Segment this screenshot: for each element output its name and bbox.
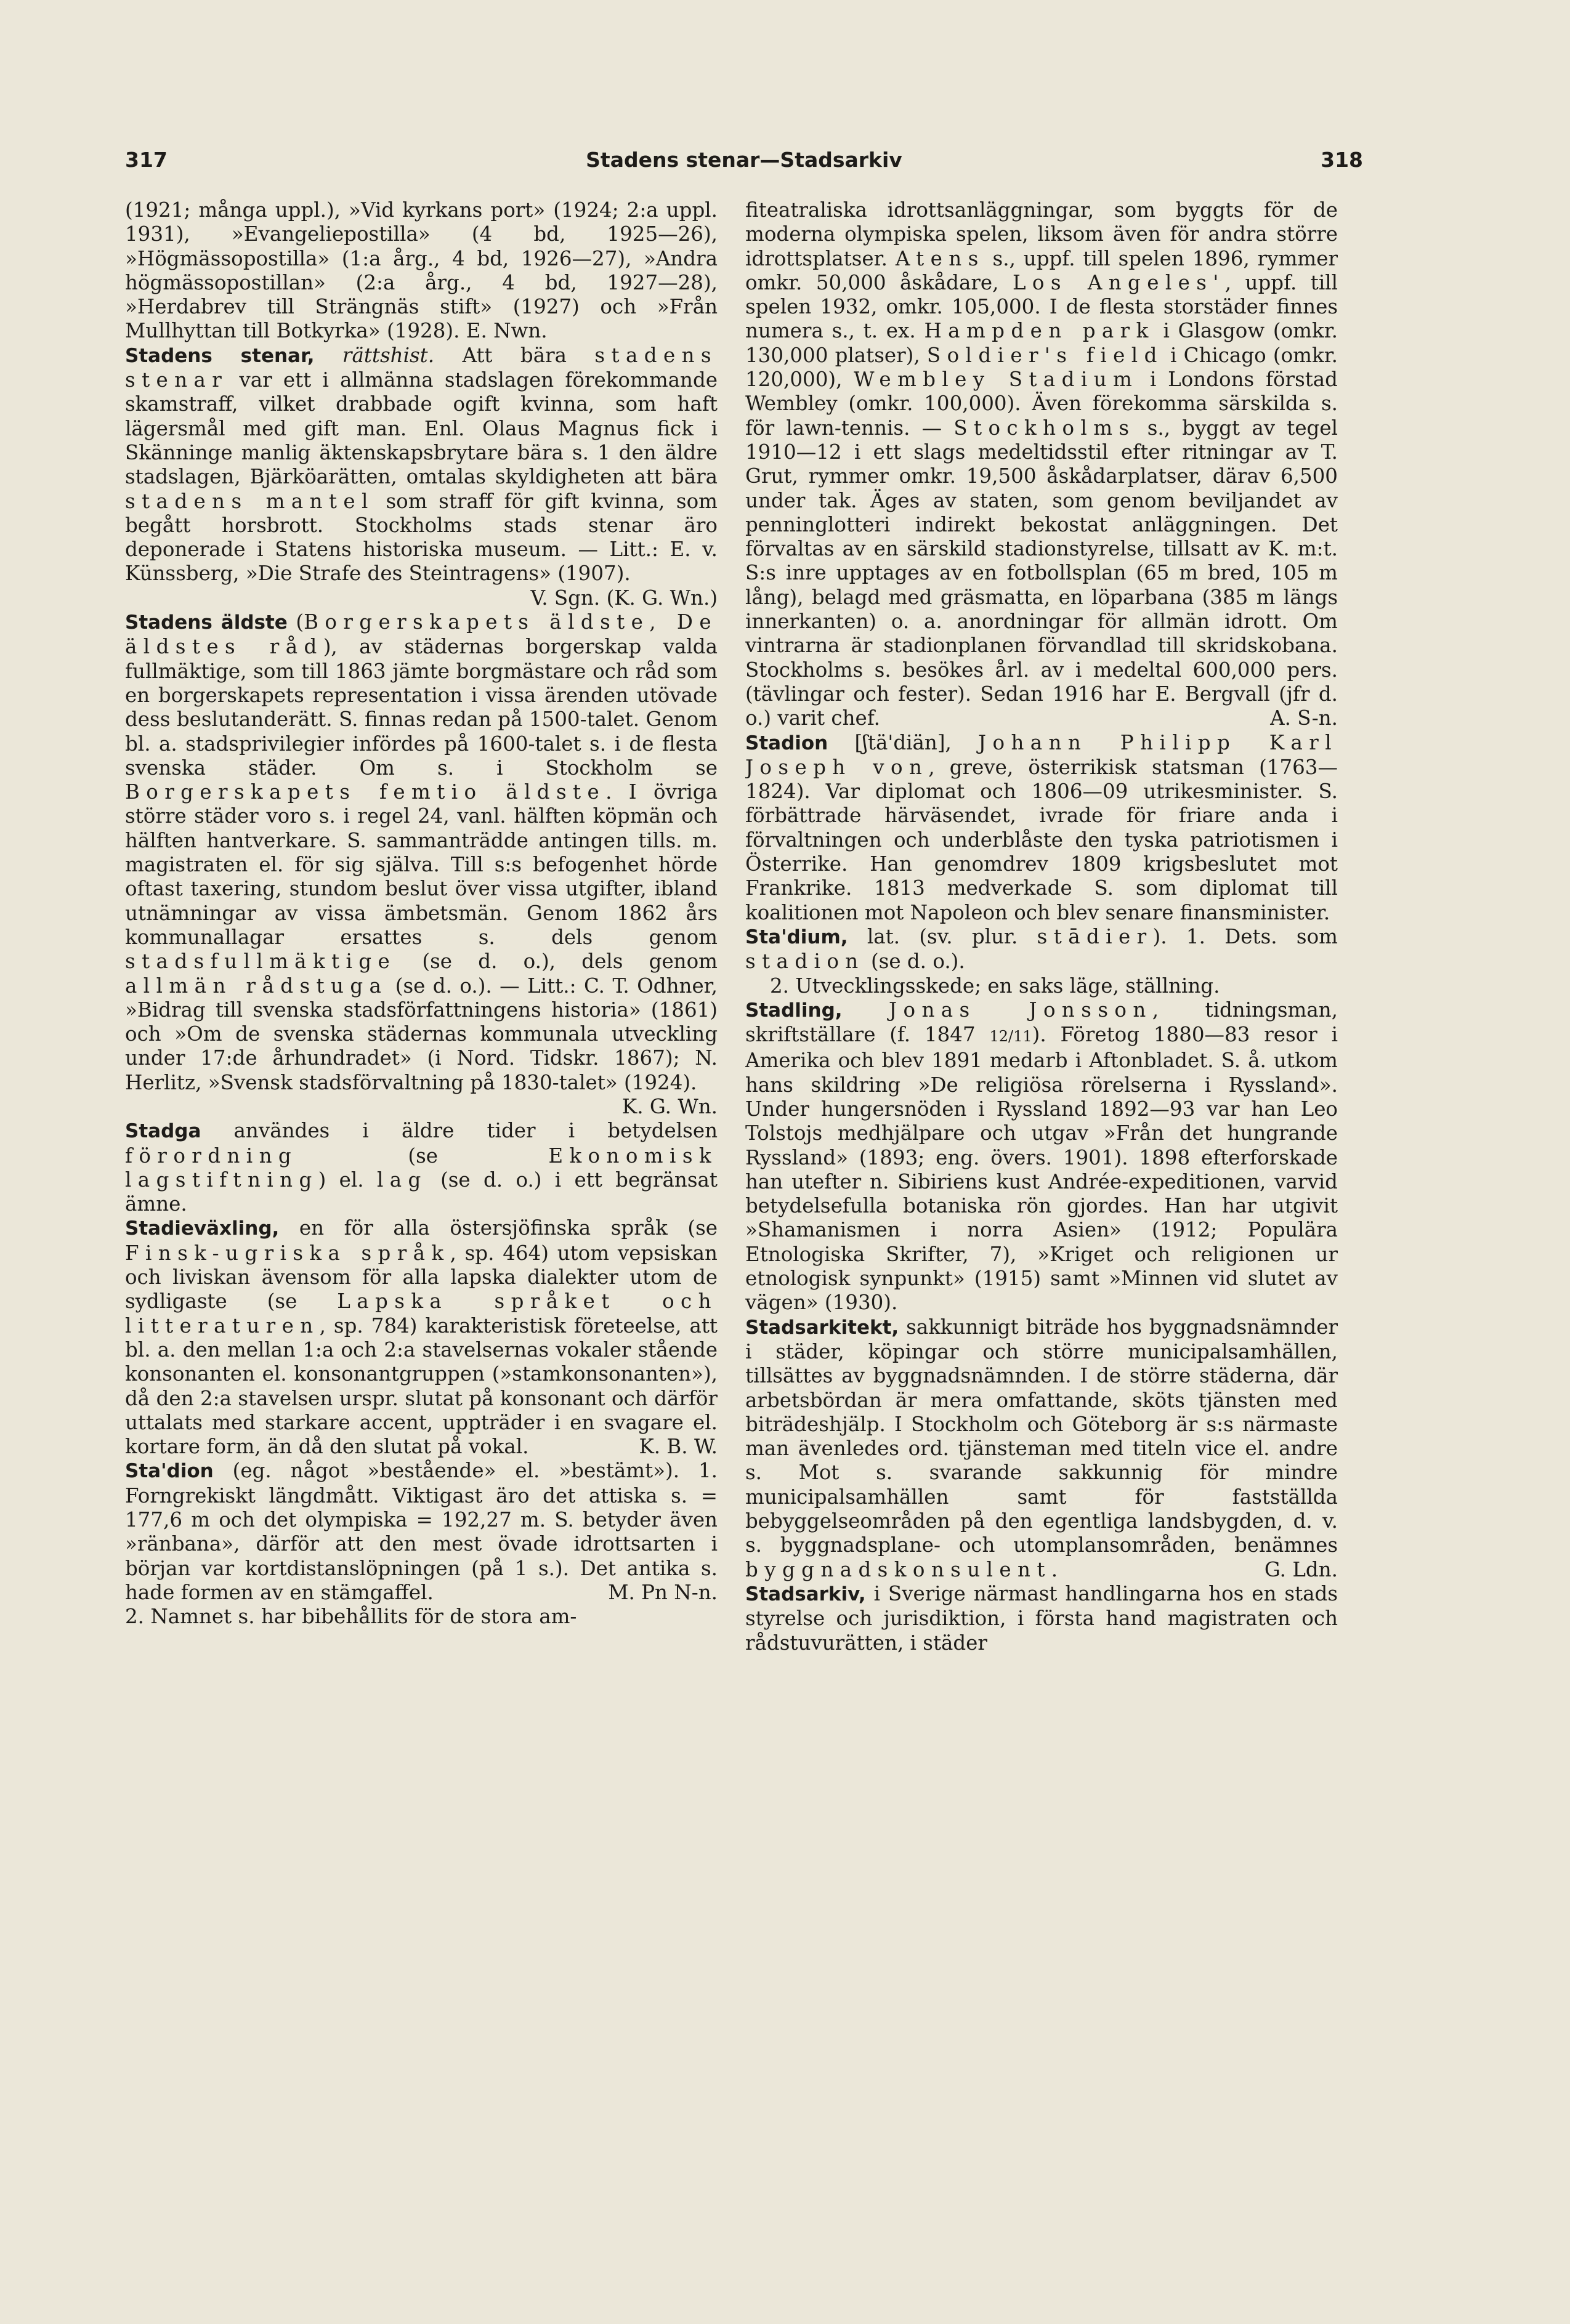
spaced-term: Lapska språket och litteraturen — [125, 1289, 718, 1338]
entry-text: , greve, österrikisk statsman (1763—1824). Var diplomat och 1806—09 utrikesminister. S. förbättrade härväsendet, ivrade för friare anda i förvaltningen och underblåste den tyska patriotismen i Österrike. Han genomdrev 1809 krigsbeslutet mot Frankrike. 1813 medverkade S. som diplomat till koalitionen mot Napoleon och blev senare finansminister. — [745, 755, 1338, 924]
spaced-term: stadens mantel — [125, 489, 374, 513]
page-number-right: 318 — [1321, 148, 1363, 172]
spaced-term: Jonas Jonsson — [889, 998, 1152, 1022]
entry-text: (eg. något »bestående» el. »bestämt»). 1. Forngrekiskt längdmått. Viktigast äro det attiska s. = 177,6 m och det olympiska = 192,27 m. S. betyder även »ränbana», därför att den mest övade idrottsarten i början var kortdistanslöpningen (på 1 s.). Det antika s. hade formen av en stämgaffel. — [125, 1459, 718, 1604]
page-number-left: 317 — [125, 148, 168, 172]
spaced-term: Borgerskapets äldste, De äldstes råd — [125, 610, 718, 659]
entry-text: i Chicago (omkr. 120,000), — [745, 343, 1338, 392]
spaced-term: förordning — [125, 1144, 298, 1168]
headword: Stadga — [125, 1120, 201, 1143]
entry-text: (se d. o.). — [864, 950, 965, 974]
spaced-term: Atens — [895, 246, 985, 270]
birth-date: 12/11 — [989, 1028, 1032, 1046]
entry-stadium — [745, 925, 1338, 974]
spaced-term: stadens stenar — [125, 343, 718, 392]
spaced-term: Finsk-ugriska språk — [125, 1241, 450, 1265]
spaced-term: Los Angeles' — [1012, 270, 1225, 294]
entry-text: var ett i allmänna stadslagen förekommande skamstraff, vilket drabbade ogift kvinna, som haft lägersmål med gift man. Enl. Olaus Magnus fick i Skänninge manlig äktenskapsbrytare bära s. 1 den äldre stadslagen, Bjärköarätten, omtalas skyldigheten att bära — [125, 368, 718, 489]
headword: Stadens stenar, — [125, 344, 315, 367]
entry-text: (se d. o.). — Litt.: C. T. Odhner, »Bidrag till svenska stadsförfattningens historia» (1861) och »Om de svenska städernas kommunala utveckling under 17:de århundradet» (i Nord. Tidskr. 1867); N. Herlitz, »Svensk stadsförvaltning på 1830-talet» (1924). — [125, 974, 718, 1094]
entry-text: . — [1051, 1557, 1058, 1581]
entry-text: (se — [297, 1144, 549, 1168]
entry-stadling — [745, 998, 1338, 1315]
author-signature: G. Ldn. — [1264, 1557, 1338, 1581]
entry-text: Att bära — [434, 343, 595, 367]
spaced-term: Soldier's field — [926, 343, 1163, 367]
entry-text: ). 1. Dets. som — [1152, 924, 1338, 948]
entry-text: [ʃtä'diän], — [828, 730, 979, 754]
entry-text: 2. Namnet s. har bibehållits för de stora am- — [125, 1605, 577, 1629]
column-left — [125, 198, 718, 2255]
spaced-term: Stockholms — [953, 416, 1136, 440]
entry-stadsarkiv — [745, 1582, 1338, 1655]
spaced-term: Hampden park — [924, 319, 1155, 343]
author-signature: M. Pn N-n. — [608, 1580, 718, 1604]
entry-stadens-aldste — [125, 610, 718, 1118]
entry-text: ( — [287, 610, 304, 634]
spaced-term: stadsfullmäktige — [125, 950, 397, 974]
spaced-term: stadion — [745, 950, 865, 974]
entry-text: i Londons förstad Wembley (omkr. 100,000). Även förekomma särskilda s. för lawn-tennis. — — [745, 368, 1338, 440]
entry-text: , tidningsman, skriftställare (f. 1847 — [745, 998, 1338, 1047]
entry-text: ), av städernas borgerskap valda fullmäktige, som till 1863 jämte borgmästare och råd som en borgerskapets representation i vissa ärenden utövade dess beslutanderätt. S. finnas redan på 1500-talet. Genom bl. a. stadsprivilegier infördes på 1600-talet s. i de flesta svenska städer. Om s. i Stockholm se — [125, 635, 718, 780]
entry-stadion-person — [745, 731, 1338, 925]
headword: Sta'dion — [125, 1460, 214, 1483]
running-header — [125, 148, 1363, 185]
continued-text: (1921; många uppl.), »Vid kyrkans port» (1924; 2:a uppl. 1931), »Evangeliepostilla» (4 bd, 1925—26), »Högmässopostilla» (1:a årg., 4 bd, 1926—27), »Andra högmässopostillan» (2:a årg., 4 bd, 1927—28), »Herdabrev till Strängnäs stift» (1927) och »Från Mullhyttan till Botkyrka» (1928). E. Nwn. — [125, 198, 718, 343]
spaced-term: byggnadskonsulent — [745, 1557, 1051, 1581]
entry-text: lat. (sv. plur. — [848, 924, 1037, 948]
entry-text: ) el. — [318, 1168, 377, 1192]
spaced-term: Wembley Stadium — [854, 368, 1139, 392]
entry-text: s., byggt av tegel 1910—12 i ett slags medeltidsstil efter ritningar av T. Grut, rymmer omkr. 19,500 åskådarplatser, därav 6,500 under tak. Äges av staten, som genom beviljandet av penninglotteri indirekt bekostat anläggningen. Det förvaltas av en särskild stadionstyrelse, tillsatt av K. m:t. S:s inre upptages av en fotbollsplan (65 m bred, 105 m lång), belagd med gräsmatta, en löparbana (385 m längs innerkanten) o. a. anordningar för allmän idrott. Om vintrarna är stadionplanen förvandlad till skridskobana. Stockholms s. besökes årl. av i medeltal 600,000 pers. (tävlingar och fester). Sedan 1916 har E. Bergvall (jfr d. o.) varit chef. — [745, 416, 1338, 730]
column-right — [745, 198, 1338, 2255]
author-signature: V. Sgn. (K. G. Wn.) — [530, 586, 718, 610]
headword: Stadsarkitekt, — [745, 1316, 899, 1339]
entry-stadga — [125, 1119, 718, 1216]
author-signature: K. G. Wn. — [621, 1094, 718, 1118]
entry-text: i Glasgow (omkr. 130,000 platser), — [745, 319, 1338, 367]
entry-text: 2. Utvecklingsskede; en saks läge, ställning. — [770, 974, 1220, 998]
entry-stadsarkitekt — [745, 1315, 1338, 1582]
spaced-term: Ekonomisk lagstiftning — [125, 1144, 718, 1192]
entry-text: s., uppf. till spelen 1896, rymmer omkr. 50,000 åskådare, — [745, 246, 1338, 294]
headword: Stadsarkiv, — [745, 1583, 866, 1605]
entry-stadens-stenar — [125, 343, 718, 610]
author-signature: A. S-n. — [1270, 706, 1338, 730]
headword: Stadens äldste — [125, 611, 288, 634]
entry-text: användes i äldre tider i betydelsen — [201, 1119, 718, 1143]
entry-text: en för alla östersjöfinska språk (se — [279, 1216, 718, 1240]
continued-text — [745, 198, 1338, 731]
running-title: Stadens stenar—Stadsarkiv — [586, 148, 902, 172]
entry-text: , uppf. till spelen 1932, omkr. 105,000. I de flesta storstäder finnes numera s., t. ex. — [745, 270, 1338, 343]
headword: Stadion — [745, 732, 828, 754]
entry-text: , sp. 464) utom vepsiskan och liviskan ävensom för alla lapska dialekter utom de sydligaste (se — [125, 1241, 718, 1313]
entry-text: fiteatraliska idrottsanläggningar, som byggts för de moderna olympiska spelen, liksom även för andra större idrottsplatser. — [745, 198, 1338, 270]
entry-text: , sp. 784) karakteristisk företeelse, att bl. a. den mellan 1:a och 2:a stavelsernas vokaler stående konsonanten el. konsonantgruppen (»stamkonsonanten»), då den 2:a stavelsen urspr. slutat på konsonant och därför uttalats med starkare accent, uppträder i en svagare el. kortare form, än då den slutat på vokal. — [125, 1313, 718, 1459]
spaced-term: Borgerskapets femtio äldste — [125, 780, 606, 804]
spaced-term: lag — [376, 1168, 427, 1192]
headword: Stadling, — [745, 999, 843, 1022]
entry-text: (se d. o.) i ett begränsat ämne. — [125, 1168, 718, 1216]
entry-stadion-measure — [125, 1459, 718, 1605]
entry-stadievaxling — [125, 1216, 718, 1459]
headword: Stadieväxling, — [125, 1217, 280, 1240]
subject-label: rättshist. — [342, 343, 435, 367]
entry-text: (se d. o.), dels genom — [396, 950, 718, 974]
entry-text: som straff för gift kvinna, som begått horsbrott. Stockholms stads stenar äro deponerade i Statens historiska museum. — Litt.: E. v. Künssberg, »Die Strafe des Steintragens» (1907). — [125, 489, 718, 586]
headword: Sta'dium, — [745, 926, 848, 948]
entry-text: . I övriga större städer voro s. i regel 24, vanl. hälften köpmän och hälften hantverkare. S. sammanträdde antingen tills. m. magistraten el. för sig själva. Till s:s befogenhet hörde oftast taxering, stundom beslut över vissa utgifter, ibland utnämningar av vissa ämbetsmän. Genom 1862 års kommunallagar ersattes s. dels genom — [125, 780, 718, 949]
entry-text: ). Företog 1880—83 resor i Amerika och blev 1891 medarb i Aftonbladet. S. å. utkom hans skildring »De religiösa rörelserna i Ryssland». Under hungersnöden i Ryssland 1892—93 var han Leo Tolstojs medhjälpare och utgav »Från det hungrande Ryssland» (1893; eng. övers. 1901). 1898 efterforskade han utefter n. Sibiriens kust Andrée-expeditionen, varvid betydelsefulla botaniska rön gjordes. Han har utgivit »Shamanismen i norra Asien» (1912; Populära Etnologiska Skrifter, 7), »Kriget och religionen ur etnologisk synpunkt» (1915) samt »Minnen vid slutet av vägen» (1930). — [745, 1023, 1338, 1315]
entry-text: sakkunnigt biträde hos byggnadsnämnder i städer, köpingar och större municipalsamhällen, tillsättes av byggnadsnämnden. I de större städerna, där arbetsbördan är mera omfattande, sköts tjänsten med biträdeshjälp. I Stockholm och Göteborg är s:s närmaste man ävenledes ord. tjänsteman med titeln vice el. andre s. Mot s. svarande sakkunnig för mindre municipalsamhällen samt för fastställda bebyggelseområden på den egentliga landsbygden, d. v. s. byggnadsplane- och utomplansområden, benämnes — [745, 1315, 1338, 1557]
spaced-term: stādier — [1037, 924, 1153, 948]
spaced-term: allmän rådstuga — [125, 974, 388, 998]
author-signature: K. B. W. — [639, 1435, 718, 1459]
entry-text: i Sverige närmast handlingarna hos en stads styrelse och jurisdiktion, i första hand magistraten och rådstuvurätten, i städer — [745, 1581, 1338, 1655]
spaced-term: Johann Philipp Karl Joseph von — [745, 730, 1338, 779]
